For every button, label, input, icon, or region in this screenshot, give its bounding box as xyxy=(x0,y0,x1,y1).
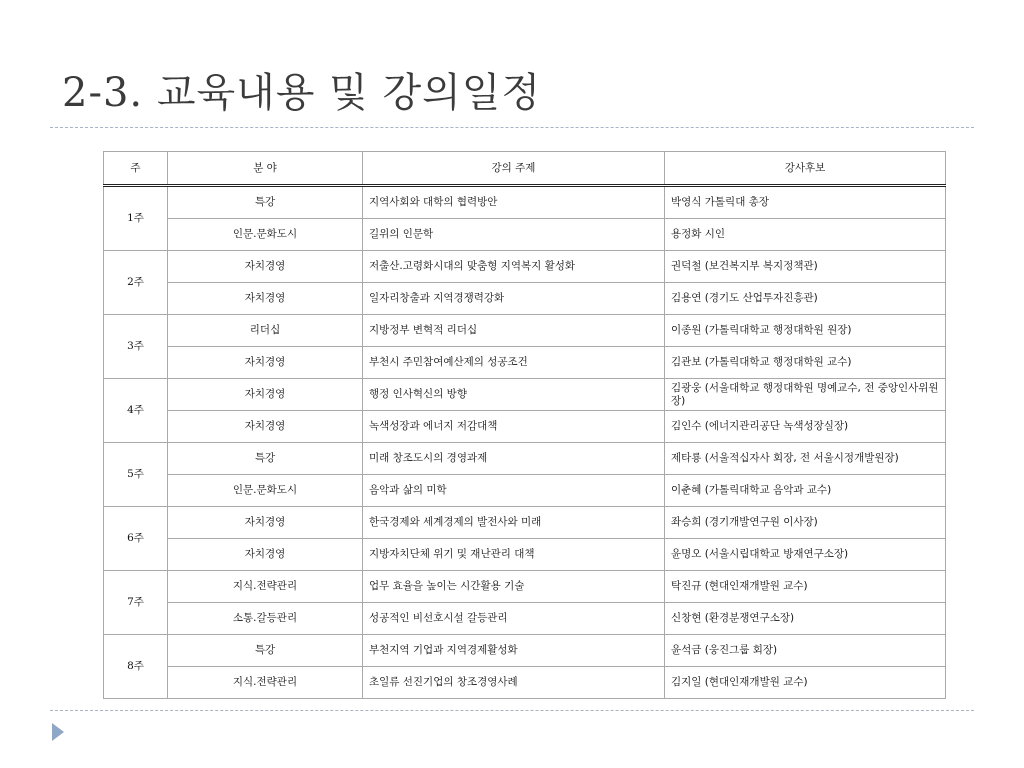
field-cell: 특강 xyxy=(168,635,363,667)
topic-cell: 한국경제와 세계경제의 발전사와 미래 xyxy=(363,507,665,539)
topic-cell: 길위의 인문학 xyxy=(363,219,665,251)
table-row xyxy=(104,539,946,571)
table-row xyxy=(104,507,946,539)
header-week: 주 xyxy=(104,152,168,186)
speaker-cell: 탁진규 (현대인재개발원 교수) xyxy=(665,571,946,603)
topic-cell: 업무 효율을 높이는 시간활용 기술 xyxy=(363,571,665,603)
week-cell: 5주 xyxy=(104,443,168,507)
speaker-cell: 권덕철 (보건복지부 복지정책관) xyxy=(665,251,946,283)
field-cell: 지식.전략관리 xyxy=(168,667,363,699)
field-cell: 자치경영 xyxy=(168,379,363,411)
table-row xyxy=(104,379,946,411)
header-speaker: 강사후보 xyxy=(665,152,946,186)
topic-cell: 녹색성장과 에너지 저감대책 xyxy=(363,411,665,443)
table-row xyxy=(104,186,946,219)
table-row xyxy=(104,635,946,667)
table-row xyxy=(104,347,946,379)
topic-cell: 일자리창출과 지역경쟁력강화 xyxy=(363,283,665,315)
field-cell: 자치경영 xyxy=(168,411,363,443)
field-cell: 자치경영 xyxy=(168,347,363,379)
topic-cell: 부천시 주민참여예산제의 성공조건 xyxy=(363,347,665,379)
week-cell: 3주 xyxy=(104,315,168,379)
schedule-table xyxy=(103,151,946,699)
table-row xyxy=(104,315,946,347)
table-row xyxy=(104,411,946,443)
week-cell: 4주 xyxy=(104,379,168,443)
topic-cell: 부천지역 기업과 지역경제활성화 xyxy=(363,635,665,667)
speaker-cell: 김인수 (에너지관리공단 녹색성장실장) xyxy=(665,411,946,443)
week-cell: 6주 xyxy=(104,507,168,571)
speaker-cell: 신창현 (환경분쟁연구소장) xyxy=(665,603,946,635)
week-cell: 2주 xyxy=(104,251,168,315)
field-cell: 소통.갈등관리 xyxy=(168,603,363,635)
table-row xyxy=(104,219,946,251)
table-row xyxy=(104,251,946,283)
field-cell: 자치경영 xyxy=(168,539,363,571)
header-field: 분 야 xyxy=(168,152,363,186)
speaker-cell: 용정화 시인 xyxy=(665,219,946,251)
week-cell: 8주 xyxy=(104,635,168,699)
title-divider xyxy=(50,127,974,128)
speaker-cell: 박영식 가톨릭대 총장 xyxy=(665,186,946,219)
speaker-cell: 윤석금 (웅진그룹 회장) xyxy=(665,635,946,667)
topic-cell: 미래 창조도시의 경영과제 xyxy=(363,443,665,475)
speaker-cell: 윤명오 (서울시립대학교 방재연구소장) xyxy=(665,539,946,571)
table-row xyxy=(104,667,946,699)
field-cell: 자치경영 xyxy=(168,507,363,539)
slide-title: 2-3. 교육내용 및 강의일정 xyxy=(62,70,542,116)
speaker-cell: 김광웅 (서울대학교 행정대학원 명예교수, 전 중앙인사위원장) xyxy=(665,379,946,411)
field-cell: 인문.문화도시 xyxy=(168,475,363,507)
field-cell: 리더십 xyxy=(168,315,363,347)
slide-bullet-icon xyxy=(52,723,64,741)
topic-cell: 지방정부 변혁적 리더십 xyxy=(363,315,665,347)
topic-cell: 행정 인사혁신의 방향 xyxy=(363,379,665,411)
table-row xyxy=(104,443,946,475)
topic-cell: 지방자치단체 위기 및 재난관리 대책 xyxy=(363,539,665,571)
table-body xyxy=(104,186,946,699)
speaker-cell: 김관보 (가톨릭대학교 행정대학원 교수) xyxy=(665,347,946,379)
week-cell: 7주 xyxy=(104,571,168,635)
field-cell: 자치경영 xyxy=(168,283,363,315)
field-cell: 지식.전략관리 xyxy=(168,571,363,603)
field-cell: 인문.문화도시 xyxy=(168,219,363,251)
table-row xyxy=(104,603,946,635)
table-row xyxy=(104,475,946,507)
field-cell: 자치경영 xyxy=(168,251,363,283)
topic-cell: 초일류 선진기업의 창조경영사례 xyxy=(363,667,665,699)
topic-cell: 저출산.고령화시대의 맞춤형 지역복지 활성화 xyxy=(363,251,665,283)
week-cell: 1주 xyxy=(104,186,168,251)
field-cell: 특강 xyxy=(168,186,363,219)
topic-cell: 지역사회와 대학의 협력방안 xyxy=(363,186,665,219)
speaker-cell: 이춘혜 (가톨릭대학교 음악과 교수) xyxy=(665,475,946,507)
table-row xyxy=(104,571,946,603)
field-cell: 특강 xyxy=(168,443,363,475)
footer-divider xyxy=(50,710,974,711)
header-topic: 강의 주제 xyxy=(363,152,665,186)
speaker-cell: 좌승희 (경기개발연구원 이사장) xyxy=(665,507,946,539)
speaker-cell: 김지일 (현대인재개발원 교수) xyxy=(665,667,946,699)
topic-cell: 음악과 삶의 미학 xyxy=(363,475,665,507)
speaker-cell: 김용연 (경기도 산업투자진흥관) xyxy=(665,283,946,315)
table-row xyxy=(104,283,946,315)
table-header xyxy=(104,152,946,186)
speaker-cell: 제타룡 (서울적십자사 회장, 전 서울시정개발원장) xyxy=(665,443,946,475)
header-row xyxy=(104,152,946,186)
topic-cell: 성공적인 비선호시설 갈등관리 xyxy=(363,603,665,635)
speaker-cell: 이종원 (가톨릭대학교 행정대학원 원장) xyxy=(665,315,946,347)
